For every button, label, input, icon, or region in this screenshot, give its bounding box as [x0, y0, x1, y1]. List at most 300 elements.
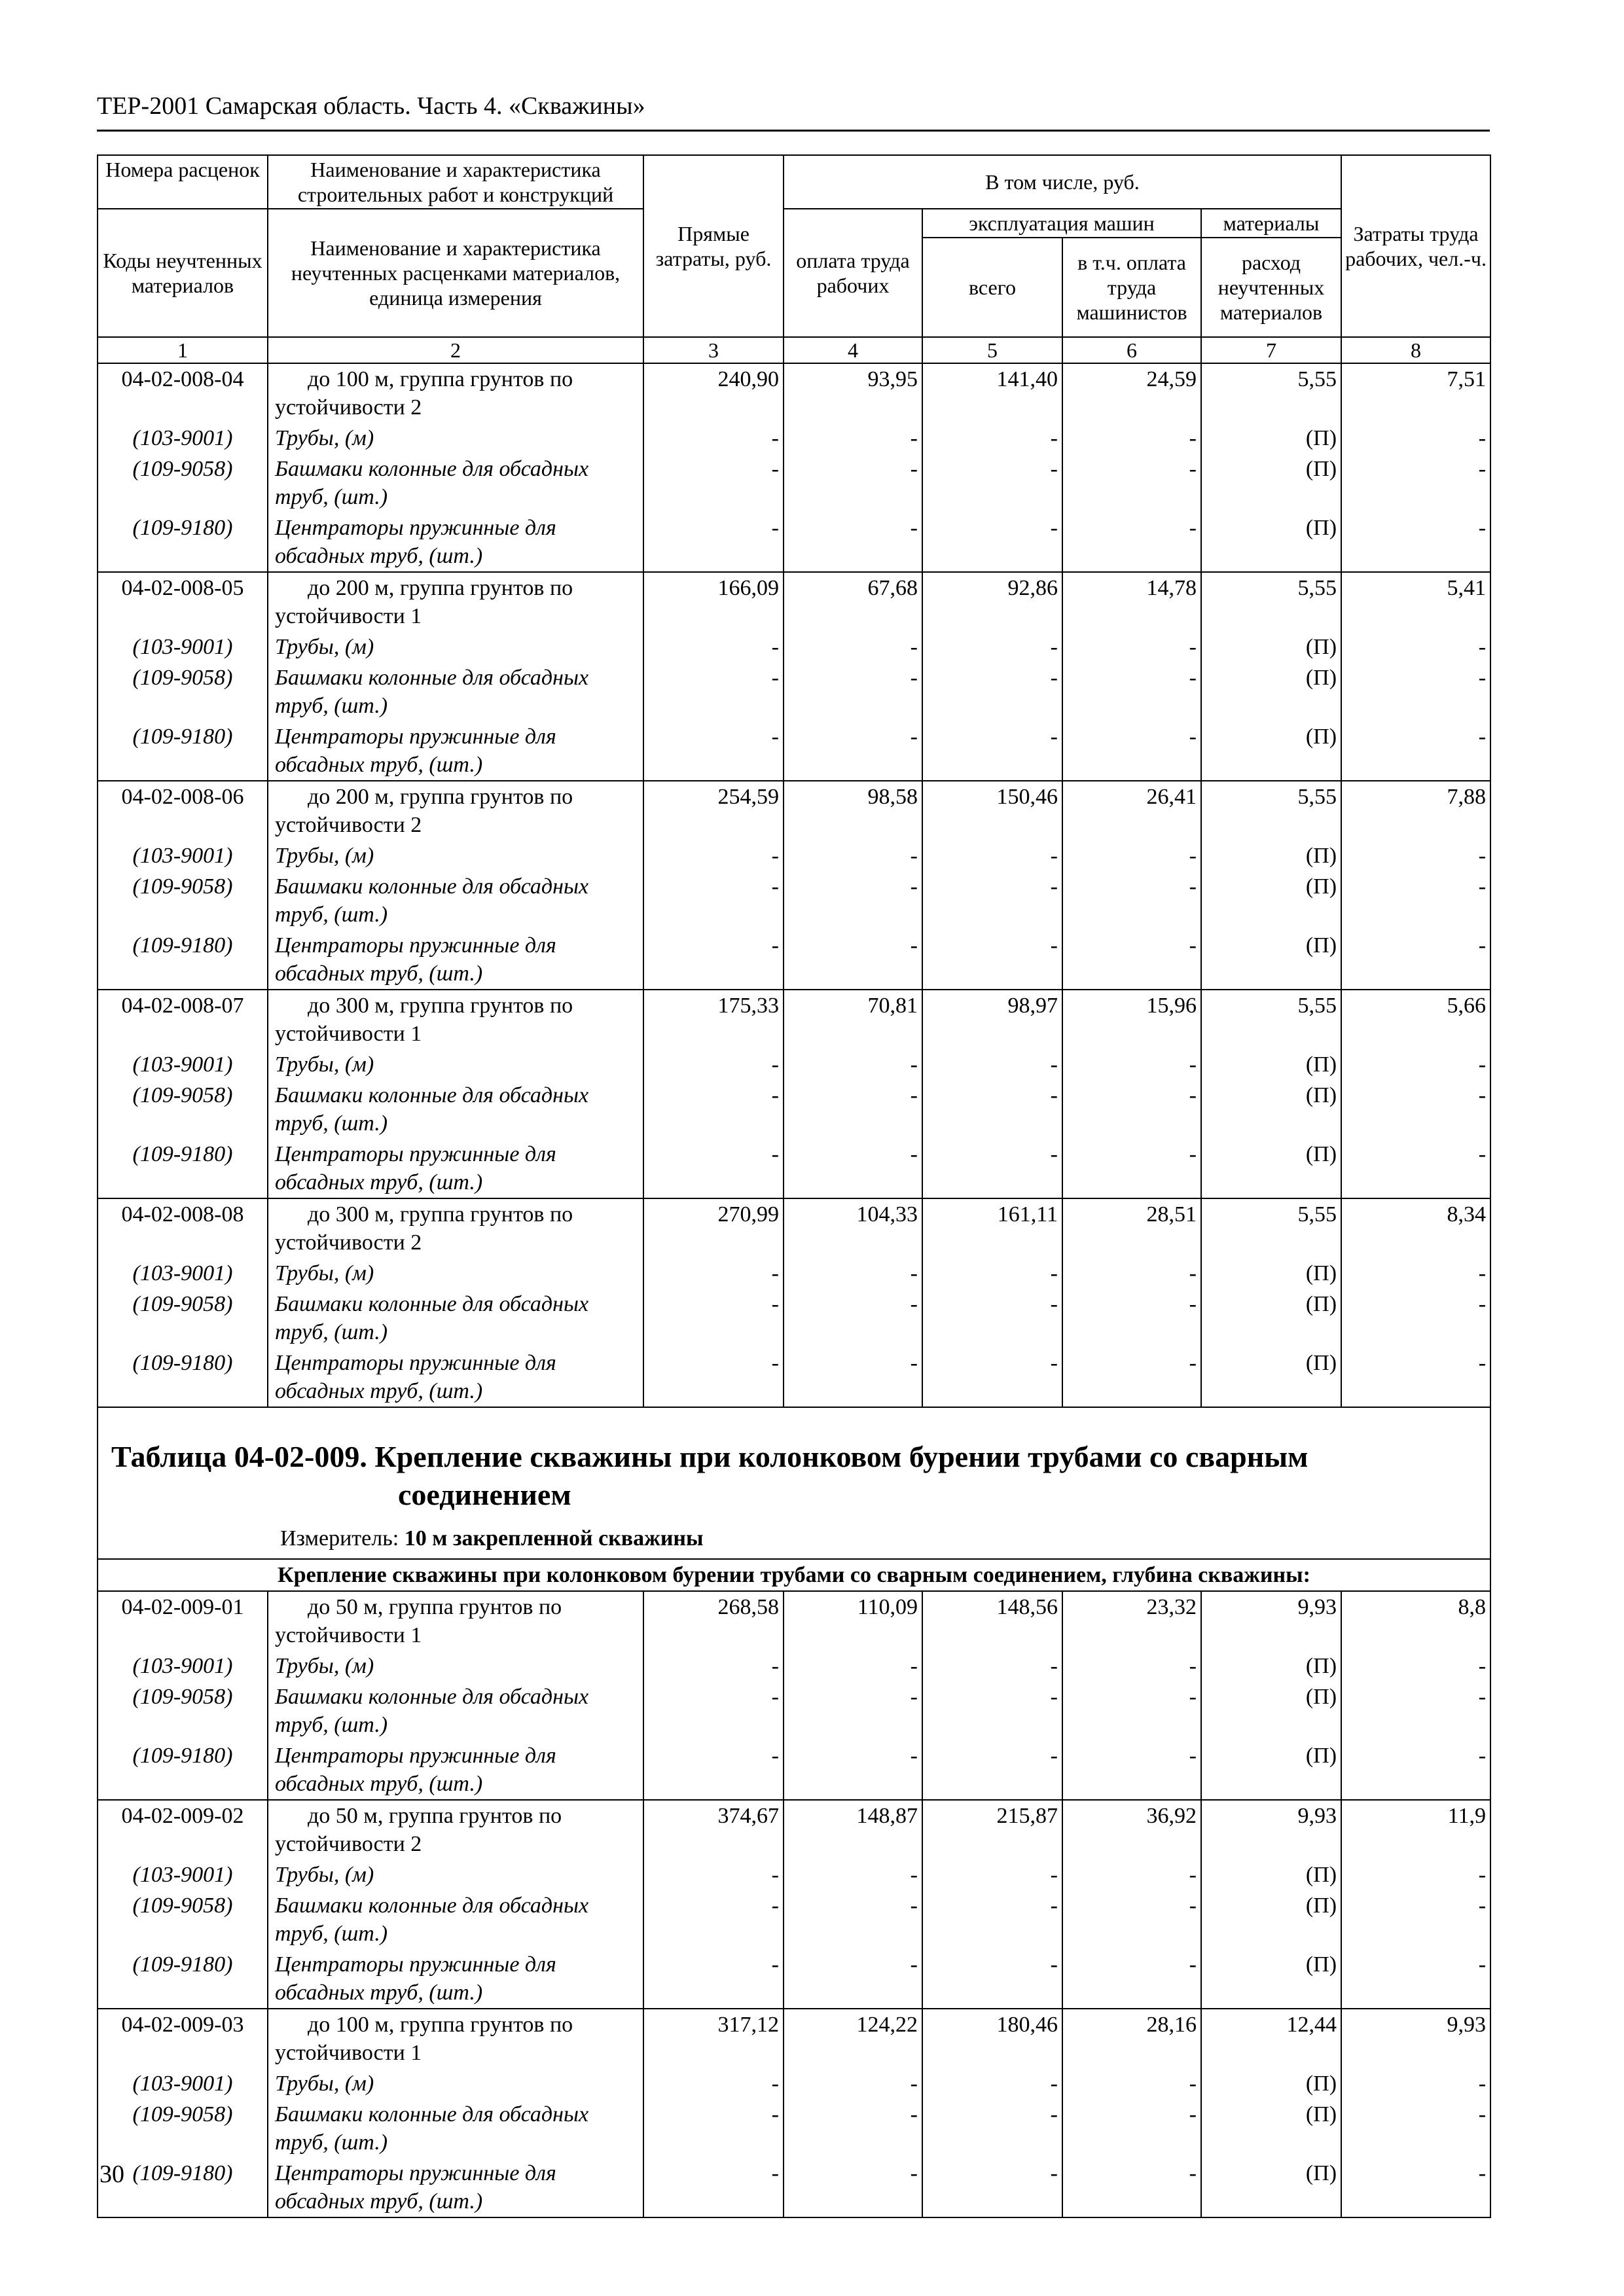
material-name: Башмаки колонные для обсадных труб, (шт.) — [268, 871, 643, 930]
dash-value: - — [922, 871, 1062, 930]
header-machine-ops: эксплуатация машин — [922, 209, 1201, 238]
rate-wage: 148,87 — [784, 1800, 922, 1859]
material-mark: (П) — [1201, 1740, 1341, 1800]
material-row — [98, 930, 1490, 990]
material-name: Центраторы пружинные для обсадных труб, (шт.) — [268, 1139, 643, 1198]
dash-value: - — [784, 930, 922, 990]
dash-value: - — [784, 1740, 922, 1800]
dash-value: - — [643, 1289, 784, 1348]
material-mark: (П) — [1201, 423, 1341, 454]
rate-title-text: до 50 м, группа грунтов по устойчивости 2 — [275, 1804, 562, 1856]
dash-value: - — [1341, 1139, 1490, 1198]
dash-value: - — [643, 423, 784, 454]
rate-machines: 161,11 — [922, 1198, 1062, 1258]
dash-value: - — [1062, 454, 1201, 512]
rate-materials: 5,55 — [1201, 990, 1341, 1049]
dash-value: - — [784, 454, 922, 512]
dash-value: - — [1062, 2099, 1201, 2158]
header-worker-pay: оплата труда рабочих — [784, 209, 922, 337]
material-name: Центраторы пружинные для обсадных труб, (шт.) — [268, 721, 643, 781]
header-materials: материалы — [1201, 209, 1341, 238]
material-code: (109-9058) — [98, 1080, 268, 1139]
rate-labor: 11,9 — [1341, 1800, 1490, 1859]
rate-wage: 93,95 — [784, 363, 922, 423]
dash-value: - — [1062, 1949, 1201, 2009]
dash-value: - — [1341, 1348, 1490, 1407]
dash-value: - — [1341, 1890, 1490, 1949]
material-code: (109-9058) — [98, 1890, 268, 1949]
material-row — [98, 662, 1490, 721]
dash-value: - — [784, 1258, 922, 1289]
rate-title — [268, 1591, 643, 1651]
rate-machines: 215,87 — [922, 1800, 1062, 1859]
material-code: (109-9058) — [98, 454, 268, 512]
col-number: 2 — [268, 337, 643, 363]
material-mark: (П) — [1201, 1348, 1341, 1407]
dash-value: - — [922, 1681, 1062, 1740]
material-mark: (П) — [1201, 2158, 1341, 2217]
dash-value: - — [922, 423, 1062, 454]
dash-value: - — [922, 1139, 1062, 1198]
table-title-block — [98, 1407, 1490, 1559]
dash-value: - — [784, 871, 922, 930]
material-name: Башмаки колонные для обсадных труб, (шт.) — [268, 1080, 643, 1139]
dash-value: - — [1062, 1049, 1201, 1080]
dash-value: - — [643, 632, 784, 662]
material-name: Башмаки колонные для обсадных труб, (шт.) — [268, 1289, 643, 1348]
header-labor-costs: Затраты труда рабочих, чел.-ч. — [1341, 155, 1490, 337]
header-total: всего — [922, 238, 1062, 337]
rate-wage: 110,09 — [784, 1591, 922, 1651]
rate-title — [268, 363, 643, 423]
material-row — [98, 840, 1490, 871]
dash-value: - — [643, 1859, 784, 1890]
material-row — [98, 1289, 1490, 1348]
rate-code: 04-02-008-04 — [98, 363, 268, 423]
dash-value: - — [643, 1651, 784, 1681]
header-codes-unaccounted: Коды неучтенных материалов — [98, 209, 268, 337]
dash-value: - — [922, 1651, 1062, 1681]
dash-value: - — [784, 512, 922, 572]
col-number: 4 — [784, 337, 922, 363]
rate-machines: 92,86 — [922, 572, 1062, 632]
material-code: (103-9001) — [98, 423, 268, 454]
rate-machinists: 23,32 — [1062, 1591, 1201, 1651]
header-name-char: Наименование и характеристика строительных работ и конструкций — [268, 155, 643, 209]
dash-value: - — [1341, 1080, 1490, 1139]
col-number: 5 — [922, 337, 1062, 363]
col-number: 1 — [98, 337, 268, 363]
rate-labor: 5,41 — [1341, 572, 1490, 632]
rate-machinists: 14,78 — [1062, 572, 1201, 632]
dash-value: - — [922, 662, 1062, 721]
dash-value: - — [643, 930, 784, 990]
rate-direct: 254,59 — [643, 781, 784, 840]
rate-row — [98, 1800, 1490, 1859]
dash-value: - — [643, 1348, 784, 1407]
material-name: Башмаки колонные для обсадных труб, (шт.) — [268, 662, 643, 721]
rate-wage: 70,81 — [784, 990, 922, 1049]
dash-value: - — [922, 1740, 1062, 1800]
dash-value: - — [784, 721, 922, 781]
dash-value: - — [922, 1890, 1062, 1949]
dash-value: - — [643, 454, 784, 512]
rate-labor: 8,34 — [1341, 1198, 1490, 1258]
material-row — [98, 423, 1490, 454]
dash-value: - — [1341, 662, 1490, 721]
rate-materials: 5,55 — [1201, 1198, 1341, 1258]
rate-machinists: 15,96 — [1062, 990, 1201, 1049]
rate-code: 04-02-008-08 — [98, 1198, 268, 1258]
rate-row — [98, 1198, 1490, 1258]
rate-machines: 141,40 — [922, 363, 1062, 423]
rate-title-text: до 300 м, группа грунтов по устойчивости 1 — [275, 994, 573, 1046]
rate-code: 04-02-009-01 — [98, 1591, 268, 1651]
dash-value: - — [1341, 930, 1490, 990]
material-row — [98, 1651, 1490, 1681]
header-unaccounted-consumption: расход неучтенных материалов — [1201, 238, 1341, 337]
dash-value: - — [1341, 512, 1490, 572]
rate-title-text: до 50 м, группа грунтов по устойчивости 1 — [275, 1595, 562, 1647]
col-number: 7 — [1201, 337, 1341, 363]
material-name: Трубы, (м) — [268, 2068, 643, 2099]
dash-value: - — [784, 1681, 922, 1740]
rate-row — [98, 363, 1490, 423]
material-mark: (П) — [1201, 1139, 1341, 1198]
material-mark: (П) — [1201, 1949, 1341, 2009]
dash-value: - — [1062, 1348, 1201, 1407]
dash-value: - — [643, 1139, 784, 1198]
dash-value: - — [922, 1289, 1062, 1348]
dash-value: - — [1062, 840, 1201, 871]
rate-title — [268, 1800, 643, 1859]
page-number: 30 — [99, 2161, 124, 2188]
dash-value: - — [922, 721, 1062, 781]
dash-value: - — [643, 1740, 784, 1800]
dash-value: - — [922, 1859, 1062, 1890]
material-name: Центраторы пружинные для обсадных труб, (шт.) — [268, 2158, 643, 2217]
rate-row — [98, 781, 1490, 840]
dash-value: - — [1062, 1740, 1201, 1800]
dash-value: - — [1062, 1651, 1201, 1681]
rate-direct: 240,90 — [643, 363, 784, 423]
rate-title — [268, 2009, 643, 2068]
dash-value: - — [1062, 1080, 1201, 1139]
material-mark: (П) — [1201, 1859, 1341, 1890]
dash-value: - — [1341, 2158, 1490, 2217]
rate-direct: 317,12 — [643, 2009, 784, 2068]
rate-title-text: до 100 м, группа грунтов по устойчивости 2 — [275, 367, 573, 420]
dash-value: - — [784, 1139, 922, 1198]
dash-value: - — [784, 1080, 922, 1139]
rate-direct: 374,67 — [643, 1800, 784, 1859]
dash-value: - — [922, 2158, 1062, 2217]
material-code: (109-9058) — [98, 662, 268, 721]
dash-value: - — [922, 512, 1062, 572]
col-number: 6 — [1062, 337, 1201, 363]
rate-labor: 8,8 — [1341, 1591, 1490, 1651]
rate-materials: 9,93 — [1201, 1800, 1341, 1859]
material-code: (109-9180) — [98, 1949, 268, 2009]
material-row — [98, 1681, 1490, 1740]
material-mark: (П) — [1201, 721, 1341, 781]
material-code: (103-9001) — [98, 2068, 268, 2099]
rate-materials: 5,55 — [1201, 572, 1341, 632]
rate-code: 04-02-009-03 — [98, 2009, 268, 2068]
dash-value: - — [1341, 1949, 1490, 2009]
rate-code: 04-02-009-02 — [98, 1800, 268, 1859]
rate-machinists: 26,41 — [1062, 781, 1201, 840]
material-mark: (П) — [1201, 454, 1341, 512]
dash-value: - — [1062, 423, 1201, 454]
dash-value: - — [784, 1859, 922, 1890]
header-num-rates: Номера расценок — [98, 155, 268, 209]
material-code: (103-9001) — [98, 1651, 268, 1681]
rate-code: 04-02-008-06 — [98, 781, 268, 840]
dash-value: - — [922, 632, 1062, 662]
material-name: Башмаки колонные для обсадных труб, (шт.) — [268, 2099, 643, 2158]
rate-labor: 5,66 — [1341, 990, 1490, 1049]
rate-machinists: 28,51 — [1062, 1198, 1201, 1258]
material-code: (103-9001) — [98, 1859, 268, 1890]
rate-title — [268, 781, 643, 840]
material-mark: (П) — [1201, 1890, 1341, 1949]
dash-value: - — [1062, 1289, 1201, 1348]
dash-value: - — [643, 2068, 784, 2099]
rate-row — [98, 2009, 1490, 2068]
dash-value: - — [784, 2099, 922, 2158]
material-row — [98, 2099, 1490, 2158]
dash-value: - — [784, 1049, 922, 1080]
dash-value: - — [1062, 871, 1201, 930]
material-name: Трубы, (м) — [268, 1651, 643, 1681]
dash-value: - — [784, 1949, 922, 2009]
material-name: Трубы, (м) — [268, 1049, 643, 1080]
material-code: (109-9180) — [98, 1348, 268, 1407]
material-name: Башмаки колонные для обсадных труб, (шт.) — [268, 1890, 643, 1949]
material-row — [98, 1949, 1490, 2009]
material-mark: (П) — [1201, 871, 1341, 930]
material-row — [98, 632, 1490, 662]
material-name: Трубы, (м) — [268, 632, 643, 662]
dash-value: - — [1341, 1681, 1490, 1740]
dash-value: - — [643, 2158, 784, 2217]
material-code: (109-9058) — [98, 1289, 268, 1348]
dash-value: - — [784, 2068, 922, 2099]
material-row — [98, 1740, 1490, 1800]
dash-value: - — [1062, 2068, 1201, 2099]
dash-value: - — [922, 2068, 1062, 2099]
material-code: (109-9180) — [98, 2158, 268, 2217]
dash-value: - — [1062, 512, 1201, 572]
material-code: (109-9180) — [98, 930, 268, 990]
rate-machines: 150,46 — [922, 781, 1062, 840]
rate-wage: 104,33 — [784, 1198, 922, 1258]
dash-value: - — [784, 1651, 922, 1681]
dash-value: - — [643, 840, 784, 871]
header-including: В том числе, руб. — [784, 155, 1341, 209]
rate-direct: 175,33 — [643, 990, 784, 1049]
page-header: ТЕР-2001 Самарская область. Часть 4. «Скважины» — [97, 92, 645, 120]
material-row — [98, 1859, 1490, 1890]
dash-value: - — [643, 1258, 784, 1289]
dash-value: - — [1341, 1258, 1490, 1289]
rate-materials: 12,44 — [1201, 2009, 1341, 2068]
dash-value: - — [1341, 454, 1490, 512]
material-name: Трубы, (м) — [268, 840, 643, 871]
material-name: Центраторы пружинные для обсадных труб, (шт.) — [268, 930, 643, 990]
material-mark: (П) — [1201, 512, 1341, 572]
material-row — [98, 2158, 1490, 2217]
dash-value: - — [1341, 1740, 1490, 1800]
dash-value: - — [1341, 1049, 1490, 1080]
dash-value: - — [1341, 423, 1490, 454]
dash-value: - — [643, 1080, 784, 1139]
dash-value: - — [784, 840, 922, 871]
material-mark: (П) — [1201, 1289, 1341, 1348]
rate-machinists: 24,59 — [1062, 363, 1201, 423]
material-code: (109-9180) — [98, 1139, 268, 1198]
dash-value: - — [1341, 721, 1490, 781]
dash-value: - — [643, 871, 784, 930]
dash-value: - — [643, 512, 784, 572]
dash-value: - — [922, 1049, 1062, 1080]
measure-label: Измеритель: — [280, 1526, 399, 1551]
dash-value: - — [1062, 1681, 1201, 1740]
material-name: Трубы, (м) — [268, 1859, 643, 1890]
material-row — [98, 1348, 1490, 1407]
material-mark: (П) — [1201, 1681, 1341, 1740]
dash-value: - — [922, 2099, 1062, 2158]
rate-title — [268, 572, 643, 632]
material-row — [98, 454, 1490, 512]
header-direct-costs: Прямые затраты, руб. — [643, 155, 784, 337]
dash-value: - — [1062, 1139, 1201, 1198]
rate-wage: 67,68 — [784, 572, 922, 632]
material-row — [98, 1258, 1490, 1289]
dash-value: - — [1062, 721, 1201, 781]
rate-wage: 124,22 — [784, 2009, 922, 2068]
rate-title-text: до 300 м, группа грунтов по устойчивости 2 — [275, 1202, 573, 1255]
dash-value: - — [1062, 1890, 1201, 1949]
material-name: Башмаки колонные для обсадных труб, (шт.) — [268, 454, 643, 512]
material-code: (109-9180) — [98, 1740, 268, 1800]
material-code: (109-9058) — [98, 2099, 268, 2158]
dash-value: - — [643, 2099, 784, 2158]
material-name: Центраторы пружинные для обсадных труб, (шт.) — [268, 1348, 643, 1407]
rate-materials: 5,55 — [1201, 363, 1341, 423]
material-mark: (П) — [1201, 1651, 1341, 1681]
material-code: (109-9058) — [98, 1681, 268, 1740]
dash-value: - — [922, 1258, 1062, 1289]
dash-value: - — [1341, 840, 1490, 871]
dash-value: - — [1062, 662, 1201, 721]
col-number: 3 — [643, 337, 784, 363]
dash-value: - — [784, 2158, 922, 2217]
dash-value: - — [1341, 2068, 1490, 2099]
dash-value: - — [784, 423, 922, 454]
dash-value: - — [643, 662, 784, 721]
dash-value: - — [1341, 1289, 1490, 1348]
material-code: (109-9180) — [98, 512, 268, 572]
dash-value: - — [922, 1949, 1062, 2009]
material-code: (109-9180) — [98, 721, 268, 781]
table-title-line-1: Таблица 04-02-009. Крепление скважины при колонковом бурении трубами со сварным — [111, 1440, 1308, 1473]
dash-value: - — [1341, 632, 1490, 662]
rate-direct: 166,09 — [643, 572, 784, 632]
table-title-line-2: соединением — [398, 1478, 571, 1511]
dash-value: - — [643, 1049, 784, 1080]
material-row — [98, 1049, 1490, 1080]
rate-machinists: 36,92 — [1062, 1800, 1201, 1859]
header-incl-machinist-pay: в т.ч. оплата труда машинистов — [1062, 238, 1201, 337]
material-row — [98, 512, 1490, 572]
material-row — [98, 1890, 1490, 1949]
material-mark: (П) — [1201, 2099, 1341, 2158]
rate-direct: 268,58 — [643, 1591, 784, 1651]
rate-row — [98, 990, 1490, 1049]
material-code: (103-9001) — [98, 1049, 268, 1080]
rates-table — [97, 154, 1491, 2218]
dash-value: - — [1341, 1859, 1490, 1890]
section-title: Крепление скважины при колонковом бурении трубами со сварным соединением, глубина скважины: — [98, 1559, 1490, 1591]
rate-machines: 98,97 — [922, 990, 1062, 1049]
dash-value: - — [922, 1080, 1062, 1139]
material-name: Центраторы пружинные для обсадных труб, (шт.) — [268, 512, 643, 572]
rate-row — [98, 1591, 1490, 1651]
material-name: Центраторы пружинные для обсадных труб, (шт.) — [268, 1740, 643, 1800]
measure-value: 10 м закрепленной скважины — [404, 1526, 704, 1551]
material-row — [98, 871, 1490, 930]
rate-labor: 7,51 — [1341, 363, 1490, 423]
dash-value: - — [643, 721, 784, 781]
dash-value: - — [1062, 1258, 1201, 1289]
material-mark: (П) — [1201, 840, 1341, 871]
header-name-unaccounted: Наименование и характеристика неучтенных расценками материалов, единица измерения — [268, 209, 643, 337]
dash-value: - — [922, 930, 1062, 990]
rate-labor: 9,93 — [1341, 2009, 1490, 2068]
dash-value: - — [1341, 2099, 1490, 2158]
dash-value: - — [922, 454, 1062, 512]
dash-value: - — [1062, 1859, 1201, 1890]
material-mark: (П) — [1201, 662, 1341, 721]
dash-value: - — [643, 1890, 784, 1949]
material-name: Трубы, (м) — [268, 423, 643, 454]
dash-value: - — [1341, 871, 1490, 930]
dash-value: - — [784, 1289, 922, 1348]
material-code: (109-9058) — [98, 871, 268, 930]
col-number: 8 — [1341, 337, 1490, 363]
material-code: (103-9001) — [98, 632, 268, 662]
material-mark: (П) — [1201, 632, 1341, 662]
rate-title-text: до 200 м, группа грунтов по устойчивости 1 — [275, 576, 573, 628]
measure-line — [98, 1514, 1490, 1558]
rate-materials: 9,93 — [1201, 1591, 1341, 1651]
rate-code: 04-02-008-07 — [98, 990, 268, 1049]
dash-value: - — [784, 1890, 922, 1949]
rate-machines: 180,46 — [922, 2009, 1062, 2068]
rate-code: 04-02-008-05 — [98, 572, 268, 632]
material-mark: (П) — [1201, 2068, 1341, 2099]
dash-value: - — [784, 632, 922, 662]
material-mark: (П) — [1201, 1049, 1341, 1080]
rate-machines: 148,56 — [922, 1591, 1062, 1651]
rate-machinists: 28,16 — [1062, 2009, 1201, 2068]
dash-value: - — [784, 1348, 922, 1407]
dash-value: - — [1062, 2158, 1201, 2217]
material-name: Трубы, (м) — [268, 1258, 643, 1289]
rate-title-text: до 100 м, группа грунтов по устойчивости 1 — [275, 2013, 573, 2065]
